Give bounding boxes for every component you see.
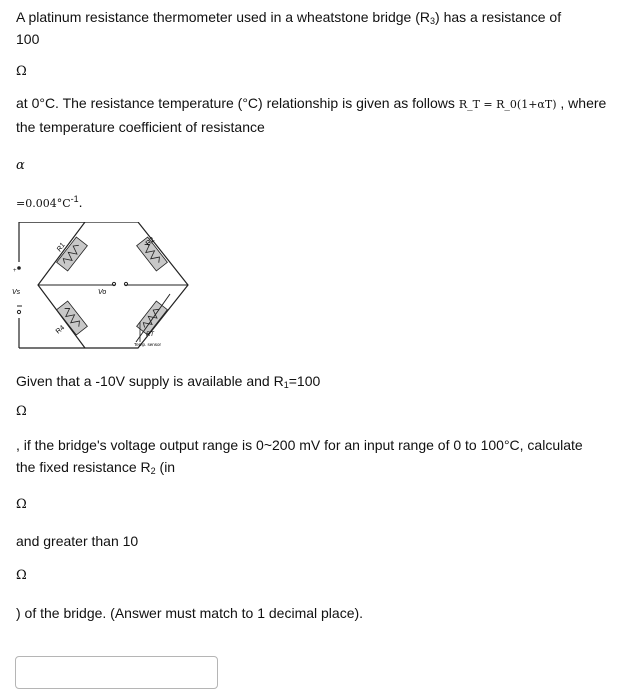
answer-input[interactable]	[15, 656, 218, 689]
omega-symbol-3: Ω	[16, 497, 27, 512]
question-line-4: the temperature coefficient of resistance	[16, 119, 265, 135]
question-line-1: A platinum resistance thermometer used in a wheatstone bridge $(R_3)$ has a resistance of	[16, 9, 562, 26]
rt-label: RT	[146, 332, 154, 338]
alpha-value: $=0.004^\circ C^{-1}$.	[16, 194, 83, 210]
given-line: Given that a -10V supply is available and $R_1=100$	[16, 373, 321, 390]
r4-label: R4	[54, 324, 67, 336]
if-line: , if the bridge's voltage output range is 0~200 mV for an input range of 0 to 100°C, calculate	[16, 437, 583, 453]
alpha-symbol: α	[16, 158, 25, 173]
last-line: ) of the bridge. (Answer must match to 1 decimal place).	[16, 605, 364, 621]
sensor-rt	[137, 301, 168, 335]
fixed-resistance-line: the fixed resistance $R_2$ (in	[16, 459, 176, 476]
formula: R_T = R_0(1+αT)	[458, 98, 557, 111]
r2-label: R2	[144, 236, 157, 248]
svg-text:+: +	[13, 268, 17, 274]
question-line-3: at 0°C. The resistance temperature (°C) relationship is given as follows R_T = R_0(1+αT) , where	[16, 95, 607, 111]
vs-label: Vs	[12, 289, 21, 296]
greater-line: and greater than 10	[16, 533, 139, 549]
omega-symbol-4: Ω	[16, 568, 27, 583]
vo-label: Vo	[98, 289, 107, 296]
question-line-2: 100	[16, 31, 40, 47]
omega-symbol-2: Ω	[16, 404, 27, 419]
wheatstone-bridge-diagram	[10, 222, 190, 362]
r1-label: R1	[55, 241, 67, 254]
omega-symbol-1: Ω	[16, 64, 27, 79]
temp-sensor-label: Temp. sensor	[134, 342, 162, 347]
